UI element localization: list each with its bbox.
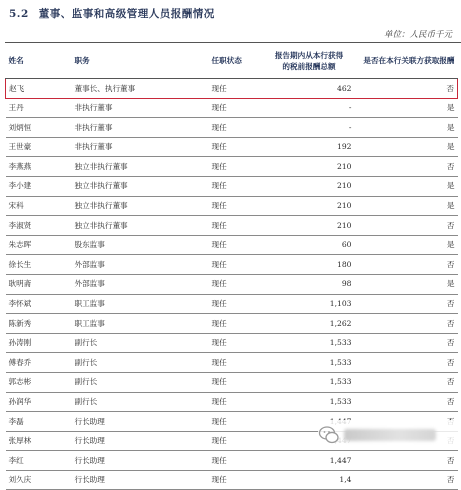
cell-related: 是 bbox=[355, 196, 458, 216]
cell-related: 是 bbox=[355, 274, 458, 294]
cell-related: 是 bbox=[355, 176, 458, 196]
cell-related: 否 bbox=[355, 314, 458, 334]
cell-name: 刘久庆 bbox=[6, 470, 72, 490]
watermark-blur bbox=[344, 429, 436, 441]
header-name: 姓名 bbox=[6, 44, 72, 79]
section-heading bbox=[9, 6, 215, 21]
table-row bbox=[6, 235, 458, 255]
cell-title: 非执行董事 bbox=[72, 137, 209, 157]
cell-status: 现任 bbox=[209, 137, 264, 157]
cell-name: 李淑贤 bbox=[6, 216, 72, 236]
cell-name: 刘炳恒 bbox=[6, 118, 72, 138]
cell-amount: 1,103 bbox=[264, 294, 355, 314]
header-amount-line1: 报告期内从本行获得 bbox=[274, 50, 344, 60]
cell-name: 耿明斋 bbox=[6, 274, 72, 294]
cell-status: 现任 bbox=[209, 333, 264, 353]
cell-title: 非执行董事 bbox=[72, 118, 209, 138]
cell-name: 郭志彬 bbox=[6, 372, 72, 392]
cell-title: 外部监事 bbox=[72, 255, 209, 275]
cell-title: 独立非执行董事 bbox=[72, 176, 209, 196]
table-row bbox=[6, 294, 458, 314]
cell-related: 是 bbox=[355, 118, 458, 138]
cell-status: 现任 bbox=[209, 392, 264, 412]
cell-amount: - bbox=[264, 98, 355, 118]
cell-amount: 180 bbox=[264, 255, 355, 275]
cell-title: 副行长 bbox=[72, 392, 209, 412]
cell-status: 现任 bbox=[209, 255, 264, 275]
cell-name: 张厚林 bbox=[6, 431, 72, 451]
table-row bbox=[6, 314, 458, 334]
table-header-row bbox=[6, 44, 458, 79]
cell-related: 否 bbox=[355, 216, 458, 236]
cell-related: 否 bbox=[355, 372, 458, 392]
table-row bbox=[6, 79, 458, 99]
cell-amount: 1,533 bbox=[264, 333, 355, 353]
cell-name: 李红 bbox=[6, 451, 72, 471]
cell-name: 朱志晖 bbox=[6, 235, 72, 255]
cell-amount: 1,533 bbox=[264, 372, 355, 392]
cell-amount: 1,533 bbox=[264, 353, 355, 373]
cell-related: 否 bbox=[355, 392, 458, 412]
cell-name: 陈新秀 bbox=[6, 314, 72, 334]
cell-status: 现任 bbox=[209, 216, 264, 236]
cell-title: 董事长、执行董事 bbox=[72, 79, 209, 99]
cell-name: 孙涛刚 bbox=[6, 333, 72, 353]
cell-status: 现任 bbox=[209, 196, 264, 216]
cell-related: 是 bbox=[355, 137, 458, 157]
cell-amount: 210 bbox=[264, 216, 355, 236]
cell-status: 现任 bbox=[209, 431, 264, 451]
cell-status: 现任 bbox=[209, 118, 264, 138]
cell-name: 李怀斌 bbox=[6, 294, 72, 314]
table-row bbox=[6, 216, 458, 236]
table-row bbox=[6, 255, 458, 275]
cell-title: 股东监事 bbox=[72, 235, 209, 255]
cell-name: 孙润华 bbox=[6, 392, 72, 412]
cell-title: 独立非执行董事 bbox=[72, 157, 209, 177]
cell-name: 李小建 bbox=[6, 176, 72, 196]
section-title: 董事、监事和高级管理人员报酬情况 bbox=[38, 8, 215, 20]
chat-bubble-icon bbox=[318, 424, 340, 446]
cell-name: 王丹 bbox=[6, 98, 72, 118]
cell-title: 非执行董事 bbox=[72, 98, 209, 118]
cell-status: 现任 bbox=[209, 353, 264, 373]
table-row bbox=[6, 98, 458, 118]
cell-related: 否 bbox=[355, 470, 458, 490]
table-row bbox=[6, 392, 458, 412]
unit-note: 单位：人民币千元 bbox=[383, 30, 452, 40]
cell-name: 傅春乔 bbox=[6, 353, 72, 373]
table-row bbox=[6, 118, 458, 138]
table-row bbox=[6, 176, 458, 196]
cell-status: 现任 bbox=[209, 79, 264, 99]
table-row bbox=[6, 470, 458, 490]
cell-status: 现任 bbox=[209, 470, 264, 490]
cell-name: 宋科 bbox=[6, 196, 72, 216]
cell-amount: 210 bbox=[264, 196, 355, 216]
cell-status: 现任 bbox=[209, 412, 264, 432]
cell-related: 否 bbox=[355, 294, 458, 314]
cell-amount: 1,533 bbox=[264, 392, 355, 412]
cell-amount: 192 bbox=[264, 137, 355, 157]
cell-title: 职工监事 bbox=[72, 314, 209, 334]
cell-amount: 210 bbox=[264, 176, 355, 196]
watermark bbox=[318, 420, 458, 450]
header-status: 任职状态 bbox=[209, 44, 264, 79]
cell-name: 王世豪 bbox=[6, 137, 72, 157]
cell-amount: 1,447 bbox=[264, 451, 355, 471]
cell-status: 现任 bbox=[209, 98, 264, 118]
header-amount-line2: 的税前报酬总额 bbox=[282, 62, 336, 71]
cell-amount: 98 bbox=[264, 274, 355, 294]
cell-related: 是 bbox=[355, 235, 458, 255]
table-row bbox=[6, 353, 458, 373]
cell-name: 徐长生 bbox=[6, 255, 72, 275]
cell-title: 独立非执行董事 bbox=[72, 196, 209, 216]
cell-status: 现任 bbox=[209, 314, 264, 334]
top-rule bbox=[5, 42, 461, 43]
cell-name: 李燕燕 bbox=[6, 157, 72, 177]
cell-amount: 1,262 bbox=[264, 314, 355, 334]
cell-status: 现任 bbox=[209, 157, 264, 177]
cell-title: 职工监事 bbox=[72, 294, 209, 314]
header-related: 是否在本行关联方获取报酬 bbox=[355, 44, 458, 79]
table-row bbox=[6, 333, 458, 353]
cell-related: 是 bbox=[355, 98, 458, 118]
cell-title: 独立非执行董事 bbox=[72, 216, 209, 236]
cell-amount: - bbox=[264, 118, 355, 138]
cell-status: 现任 bbox=[209, 372, 264, 392]
header-title: 职务 bbox=[72, 44, 209, 79]
table-row bbox=[6, 137, 458, 157]
cell-title: 副行长 bbox=[72, 372, 209, 392]
cell-amount: 210 bbox=[264, 157, 355, 177]
table-row bbox=[6, 451, 458, 471]
cell-related: 否 bbox=[355, 353, 458, 373]
cell-related: 否 bbox=[355, 333, 458, 353]
section-number: 5.2 bbox=[9, 8, 29, 20]
cell-related: 否 bbox=[355, 79, 458, 99]
cell-amount: 462 bbox=[264, 79, 355, 99]
table-row bbox=[6, 372, 458, 392]
cell-title: 行长助理 bbox=[72, 451, 209, 471]
cell-title: 行长助理 bbox=[72, 431, 209, 451]
cell-title: 外部监事 bbox=[72, 274, 209, 294]
cell-related: 否 bbox=[355, 255, 458, 275]
header-amount bbox=[264, 44, 355, 79]
cell-status: 现任 bbox=[209, 274, 264, 294]
cell-related: 否 bbox=[355, 157, 458, 177]
table-row bbox=[6, 157, 458, 177]
cell-title: 副行长 bbox=[72, 333, 209, 353]
cell-title: 副行长 bbox=[72, 353, 209, 373]
cell-title: 行长助理 bbox=[72, 470, 209, 490]
cell-amount: 60 bbox=[264, 235, 355, 255]
table-row bbox=[6, 274, 458, 294]
cell-status: 现任 bbox=[209, 451, 264, 471]
cell-status: 现任 bbox=[209, 294, 264, 314]
cell-status: 现任 bbox=[209, 235, 264, 255]
table-row bbox=[6, 196, 458, 216]
cell-related: 否 bbox=[355, 451, 458, 471]
cell-title: 行长助理 bbox=[72, 412, 209, 432]
cell-status: 现任 bbox=[209, 176, 264, 196]
cell-amount: 1,4 bbox=[264, 470, 355, 490]
cell-name: 赵飞 bbox=[6, 79, 72, 99]
cell-name: 李磊 bbox=[6, 412, 72, 432]
